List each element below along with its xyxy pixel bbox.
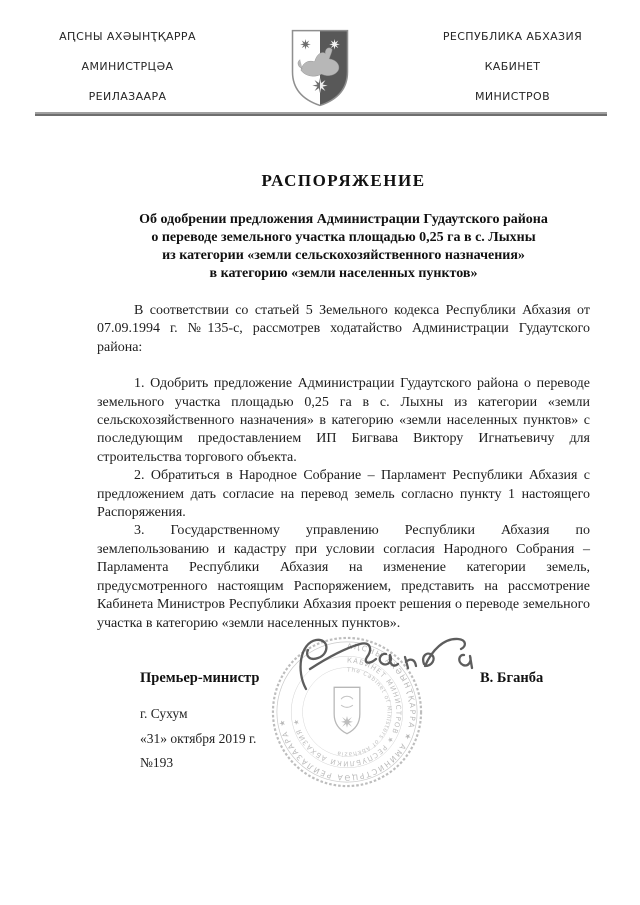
- header-right-line-1: РЕСПУБЛИКА АБХАЗИЯ: [442, 30, 583, 43]
- subject-heading: [97, 211, 590, 283]
- header-right-column: [410, 22, 615, 112]
- header-left-line-3: РЕИЛАЗААРА: [88, 90, 167, 103]
- stamp-middle-ring-text: КАБИНЕТ МИНИСТРОВ ★ РЕСПУБЛИКИ АБХАЗИЯ ★: [291, 656, 403, 768]
- body-item-3: 3. Государственному управлению Республики Абхазия по землепользованию и кадастру при условии согласия Народного Собрания – Парламента Республики Абхазия на изменение категории земель, предусмотренного настоящим Распоряжением, представить на рассмотрение Кабинета Министров Республики Абхазия проект решения о переводе земельного участка в категорию «земли населенных пунктов».: [97, 523, 590, 631]
- header-divider: [35, 112, 607, 116]
- header-left-line-1: АԤСНЫ АХӘЫНҬҚАРРА: [59, 30, 196, 43]
- issue-city: г. Сухум: [140, 706, 188, 721]
- header-left-line-2: АМИНИСТРЦӘА: [81, 60, 174, 73]
- subject-line-2: о переводе земельного участка площадью 0,25 га в с. Лыхны: [151, 230, 536, 245]
- abkhazia-coat-of-arms-icon: [284, 26, 356, 110]
- stamp-inner-ring-text: The Cabinet of Ministers of Abkhazia: [336, 667, 392, 757]
- signer-name: В. Бганба: [480, 670, 544, 686]
- signature-autograph-icon: [272, 627, 484, 705]
- header-right-line-2: КАБИНЕТ: [484, 60, 541, 73]
- subject-line-3: из категории «земли сельскохозяйственного назначения»: [162, 248, 525, 263]
- document-body: [97, 302, 590, 633]
- header-right-line-3: МИНИСТРОВ: [474, 90, 551, 103]
- stamp-outer-ring-text: АԤСНЫ АХӘЫНҬҚАРРА ★ АМИНИСТРЦӘА РЕИЛАЗААРА ★: [276, 641, 418, 783]
- subject-line-4: в категорию «земли населенных пунктов»: [209, 266, 478, 281]
- body-item-1: 1. Одобрить предложение Администрации Гудаутского района о переводе земельного участка площадью 0,25 га в с. Лыхны из категории «земли сельскохозяйственного назначения» в категорию «земли населенных пунктов» с последующим предоставлением ИП Бигвава Виктору Игнатьевичу для строительства торгового объекта.: [97, 376, 590, 465]
- document-header: [25, 22, 615, 112]
- issue-date: «31» октября 2019 г.: [140, 730, 257, 746]
- issue-meta: [140, 702, 256, 776]
- intro-paragraph: В соответствии со статьей 5 Земельного кодекса Республики Абхазия от 07.09.1994 г. №135-с, рассмотрев ходатайство Администрации Гудаутского района:: [97, 303, 590, 355]
- body-item-2: 2. Обратиться в Народное Собрание – Парламент Республики Абхазия с предложением дать согласие на перевод земель согласно пункту 1 настоящего Распоряжения.: [97, 468, 590, 521]
- document-title: РАСПОРЯЖЕНИЕ: [261, 171, 426, 190]
- subject-line-1: Об одобрении предложения Администрации Гудаутского района: [139, 212, 548, 227]
- signer-post: Премьер-министр: [140, 670, 260, 686]
- header-left-column: [25, 22, 230, 112]
- document-number: №193: [140, 755, 174, 771]
